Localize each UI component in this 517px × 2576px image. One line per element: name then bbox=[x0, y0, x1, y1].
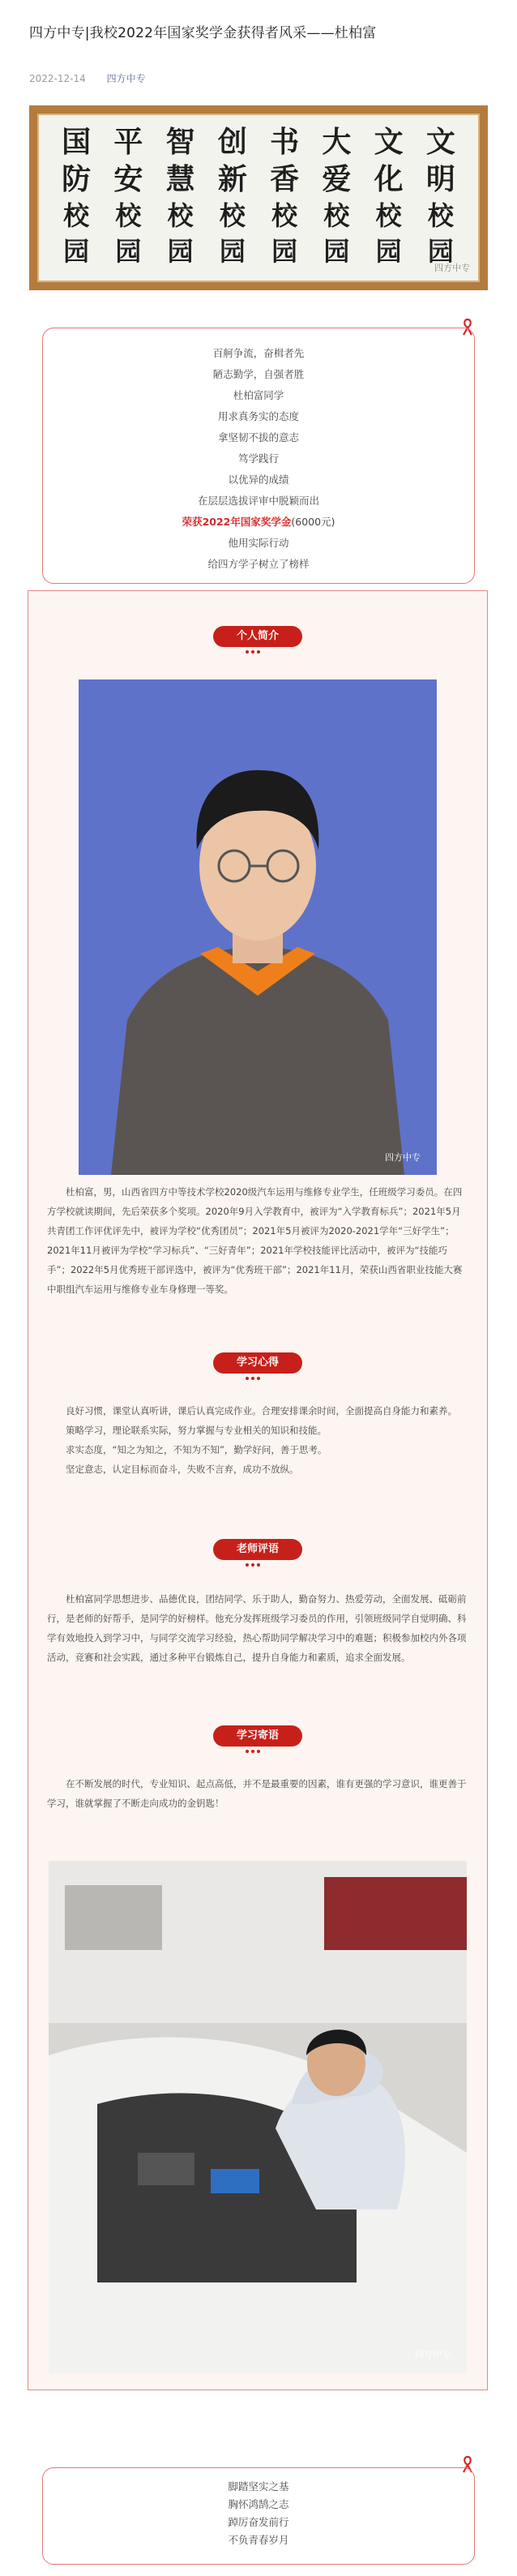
banner-row-4: 园 园 园 园 园 园 园 园 bbox=[63, 236, 454, 267]
study-item: 求实态度，“知之为知之，不知为不知”，勤学好问，善于思考。 bbox=[66, 1444, 327, 1455]
study-item: 坚定意志，认定目标而奋斗，失败不言弃，成功不放纵。 bbox=[66, 1464, 299, 1475]
banner-row-2: 防 安 慧 新 香 爱 化 明 bbox=[62, 162, 455, 196]
profile-text: 杜柏富，男，山西省四方中等技术学校2020级汽车运用与维修专业学生，任班级学习委员。在四方学校就读期间，先后荣获多个奖项。2020年9月入学教育中，被评为“入学教育标兵”；2021年5月共青团工作评优评先中，被评为学校“优秀团员”；2021年5月被评为2020-2021学年“三好学生”；2021年11月被评为学校“学习标兵”、“三好青年”；2021年学校技能评比活动中，被评为“技能巧手”；2022年5月优秀班干部评选中，被评为“优秀班干部”；2021年11月，荣获山西省职业技能大赛中职组汽车运用与维修专业车身修理一等奖。 bbox=[47, 1186, 463, 1295]
banner-row-1: 国 平 智 创 书 大 文 文 bbox=[62, 125, 455, 159]
teacher-comment-text: 杜柏富同学思想进步、品德优良，团结同学、乐于助人，勤奋努力、热爱劳动，全面发展、砥砺前行，是老师的好帮手，是同学的好榜样。他充分发挥班级学习委员的作用，引领班级同学自觉明确、科学有效地投入到学习中，与同学交流学习经验，热心帮助同学解决学习中的难题；积极参加校内外各项活动，竞赛和社会实践，通过多种平台锻炼自己，提升自身能力和素质，追求全面发展。 bbox=[47, 1593, 467, 1663]
study-item: 策略学习，理论联系实际，努力掌握与专业相关的知识和技能。 bbox=[66, 1425, 327, 1436]
article-title: 四方中专|我校2022年国家奖学金获得者风采——杜柏富 bbox=[29, 25, 377, 41]
study-item: 良好习惯，课堂认真听讲，课后认真完成作业。合理安排课余时间，全面提高自身能力和素养。 bbox=[66, 1405, 457, 1417]
section-tag-study: 学习心得 bbox=[213, 1352, 302, 1374]
section-tag-message: 学习寄语 bbox=[213, 1725, 302, 1747]
section-dots bbox=[246, 650, 270, 655]
banner-watermark: 四方中专 bbox=[434, 263, 470, 273]
banner-row-3: 校 校 校 校 校 校 校 校 bbox=[63, 200, 454, 231]
section-dots bbox=[246, 1377, 270, 1382]
section-dots bbox=[246, 1563, 270, 1568]
intro-box: 百舸争流，奋楫者先 陋志勤学，自强者胜 杜柏富同学 用求真务实的态度 拿坚韧不拔的意志 笃学践行 以优异的成绩 在层层选拔评审中脱颖而出 荣获2022年国家奖学金(6000元) 他用实际行动 给四方学子树立了榜样 bbox=[42, 328, 475, 584]
section-tag-teacher: 老师评语 bbox=[213, 1539, 302, 1560]
closing-box: 脚踏坚实之基 胸怀鸿鹄之志 踔厉奋发前行 不负青春岁月 bbox=[42, 2467, 475, 2565]
student-portrait-photo bbox=[79, 679, 437, 1175]
article-meta bbox=[29, 71, 146, 85]
photo-watermark: 四方中专 bbox=[415, 2349, 451, 2360]
photo-watermark: 四方中专 bbox=[385, 1152, 421, 1163]
publish-date: 2022-12-14 bbox=[29, 73, 86, 84]
account-name-link[interactable]: 四方中专 bbox=[106, 73, 146, 84]
study-list bbox=[47, 1401, 468, 1479]
section-tag-profile: 个人简介 bbox=[213, 626, 302, 647]
student-working-photo bbox=[49, 1861, 467, 2373]
header-banner-image bbox=[29, 105, 488, 290]
award-line: 荣获2022年国家奖学金(6000元) bbox=[182, 516, 335, 528]
section-dots bbox=[246, 1750, 270, 1755]
message-text: 在不断发展的时代，专业知识、起点高低，并不是最重要的因素，谁有更强的学习意识，谁更善于学习，谁就掌握了不断走向成功的金钥匙！ bbox=[47, 1778, 467, 1809]
